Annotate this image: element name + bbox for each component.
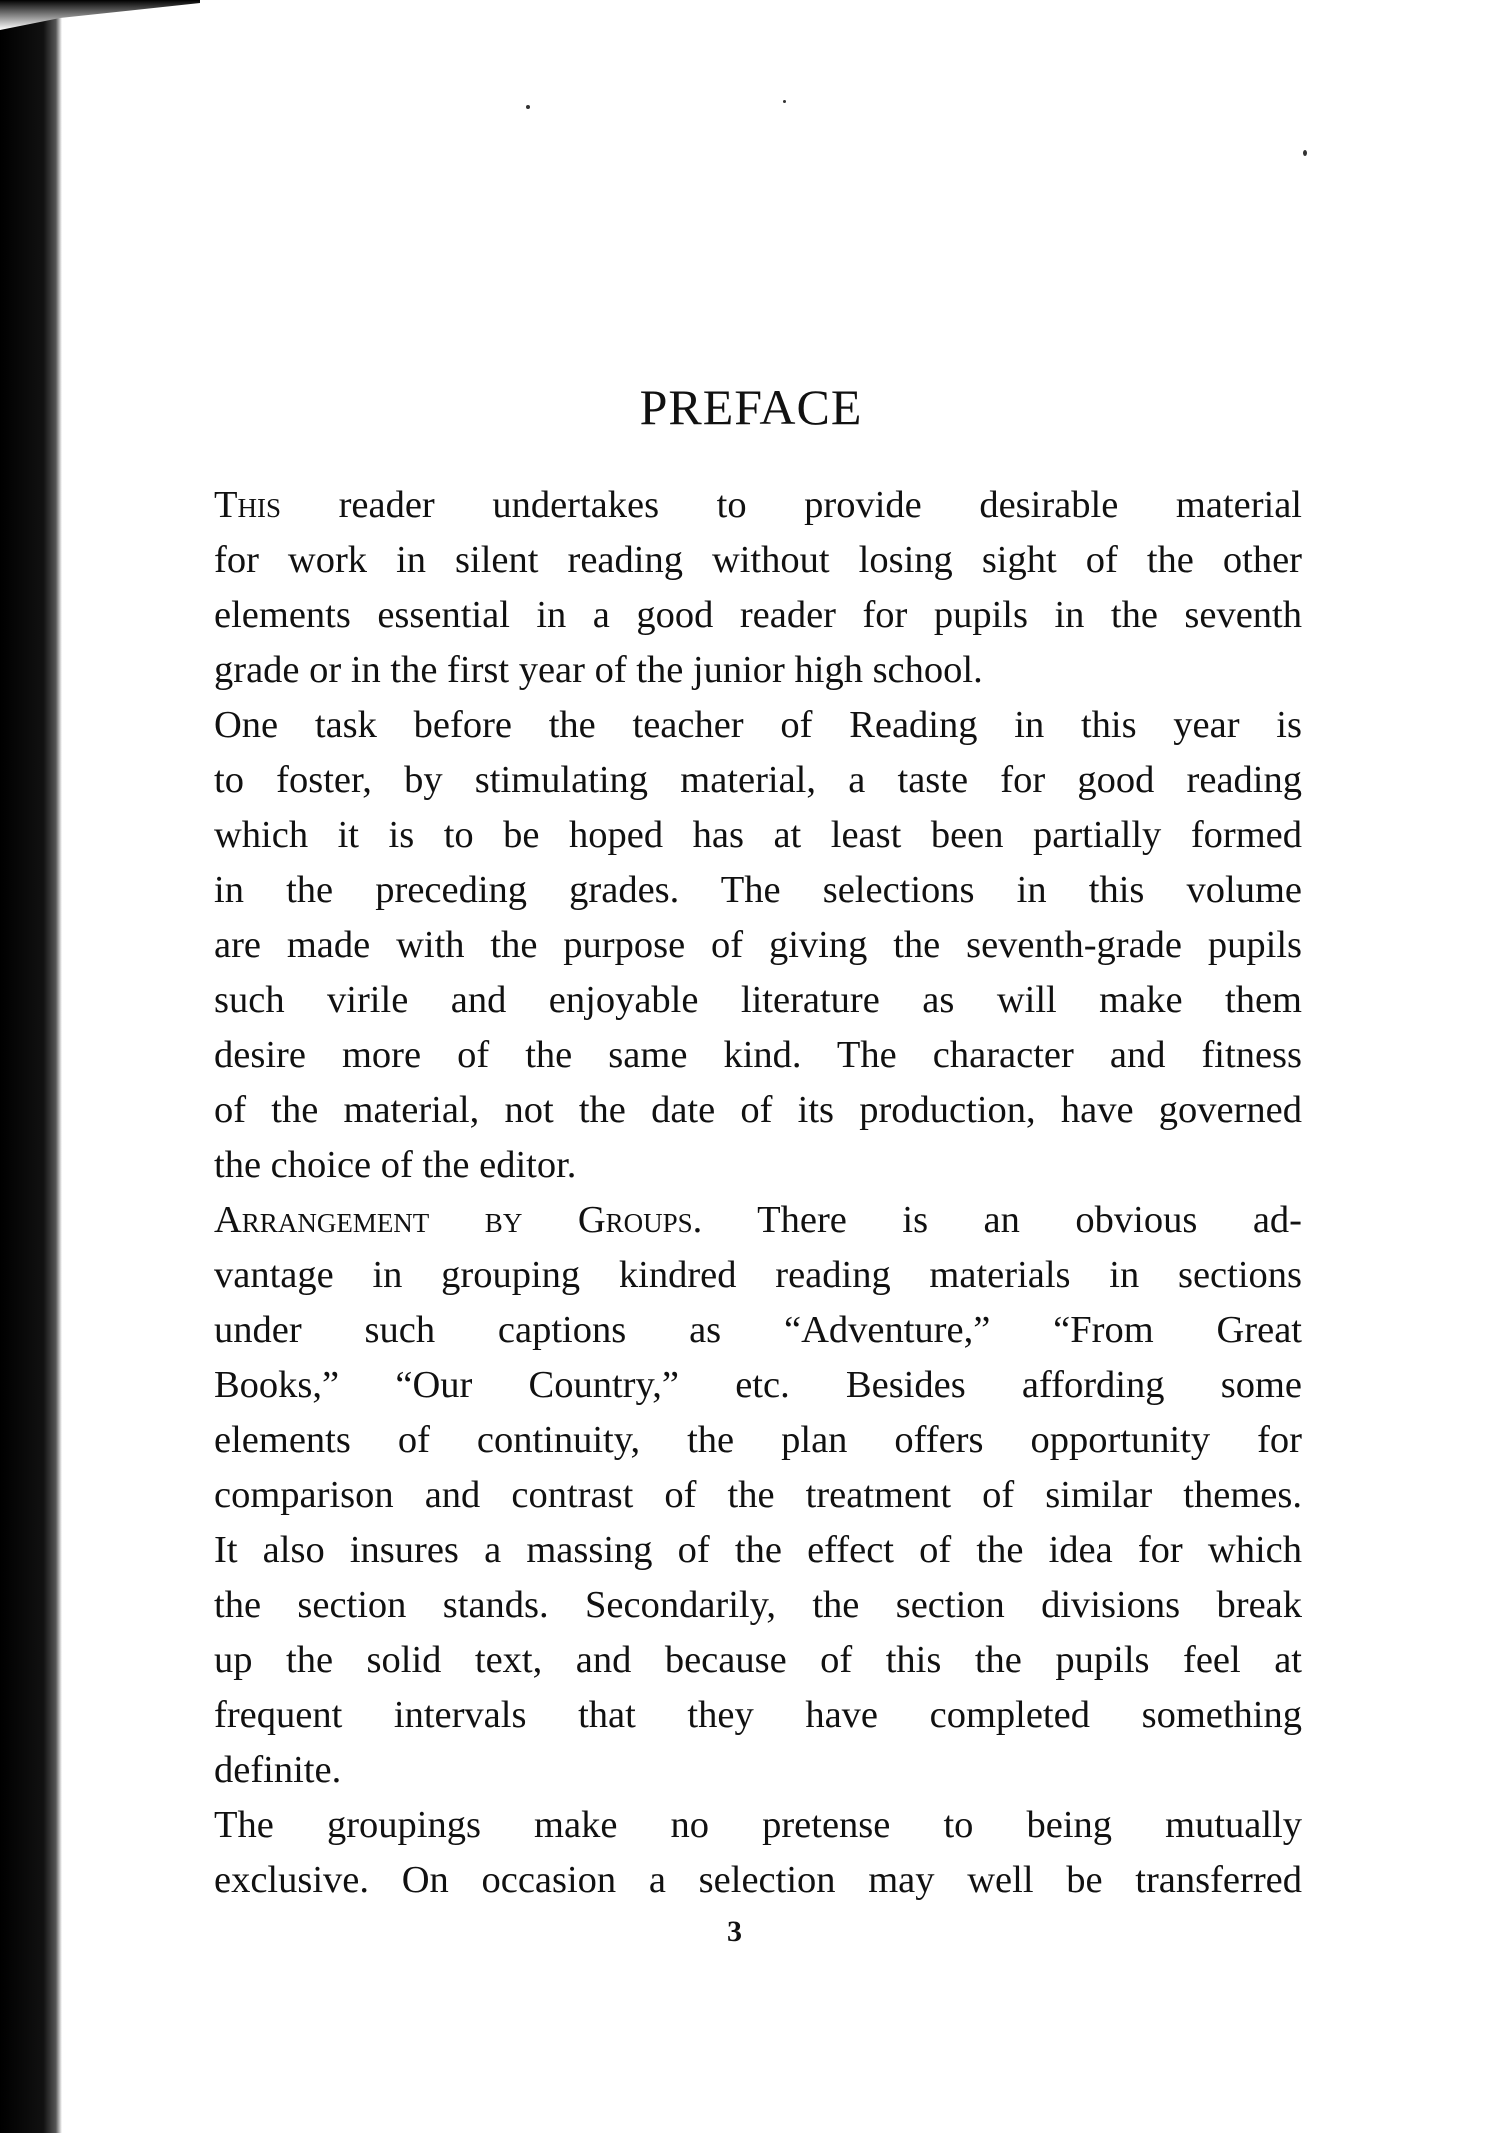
text-line [214,1413,1302,1468]
small-caps-lead: This [214,484,282,526]
line-text: reader undertakes to provide desirable material [281,484,1302,526]
line-text: elements of continuity, the plan offers opportunity for [214,1419,1302,1461]
line-text: comparison and contrast of the treatment of similar themes. [214,1474,1302,1516]
text-line [214,1083,1302,1138]
line-text: for work in silent reading without losing sight of the other [214,539,1302,581]
line-text: in the preceding grades. The selections in this volume [214,869,1302,911]
text-line [214,1688,1302,1743]
text-line [214,478,1302,533]
book-spine-shadow [0,0,62,2133]
preface-body [214,478,1302,1908]
text-line [214,753,1302,808]
line-text: Books,” “Our Country,” etc. Besides affording some [214,1364,1302,1406]
line-text: the choice of the editor. [214,1144,577,1186]
text-line [214,1303,1302,1358]
line-text: definite. [214,1749,342,1791]
line-text: The groupings make no pretense to being mutually [214,1804,1302,1846]
small-caps-lead: Arrangement by Groups. [214,1199,703,1241]
line-text: There is an obvious ad- [702,1199,1302,1241]
line-text: desire more of the same kind. The character and fitness [214,1034,1302,1076]
text-line [214,1633,1302,1688]
text-line [214,808,1302,863]
text-line [214,1578,1302,1633]
text-line [214,1743,1302,1798]
text-line [214,1248,1302,1303]
text-line [214,643,1302,698]
text-line [214,533,1302,588]
text-line [214,918,1302,973]
text-line [214,863,1302,918]
text-line [214,1358,1302,1413]
line-text: such virile and enjoyable literature as will make them [214,979,1302,1021]
line-text: of the material, not the date of its production, have governed [214,1089,1302,1131]
text-line [214,1523,1302,1578]
text-line [214,1853,1302,1908]
line-text: exclusive. On occasion a selection may well be transferred [214,1859,1302,1901]
page-title: PREFACE [639,379,863,435]
line-text: are made with the purpose of giving the seventh-grade pupils [214,924,1302,966]
line-text: grade or in the first year of the junior high school. [214,649,983,691]
text-line [214,1028,1302,1083]
page-number: 3 [727,1915,742,1948]
text-line [214,973,1302,1028]
line-text: elements essential in a good reader for pupils in the seventh [214,594,1302,636]
line-text: It also insures a massing of the effect of the idea for which [214,1529,1302,1571]
text-line [214,1193,1302,1248]
text-line [214,698,1302,753]
text-line [214,1138,1302,1193]
scan-speck [783,100,786,103]
scan-speck [526,105,530,109]
line-text: the section stands. Secondarily, the section divisions break [214,1584,1302,1626]
line-text: to foster, by stimulating material, a taste for good reading [214,759,1302,801]
line-text: under such captions as “Adventure,” “From Great [214,1309,1302,1351]
line-text: up the solid text, and because of this the pupils feel at [214,1639,1302,1681]
line-text: vantage in grouping kindred reading materials in sections [214,1254,1302,1296]
line-text: frequent intervals that they have completed something [214,1694,1302,1736]
text-line [214,588,1302,643]
scan-speck [1303,150,1307,156]
text-line [214,1798,1302,1853]
line-text: which it is to be hoped has at least been partially formed [214,814,1302,856]
line-text: One task before the teacher of Reading in this year is [214,704,1302,746]
text-line [214,1468,1302,1523]
